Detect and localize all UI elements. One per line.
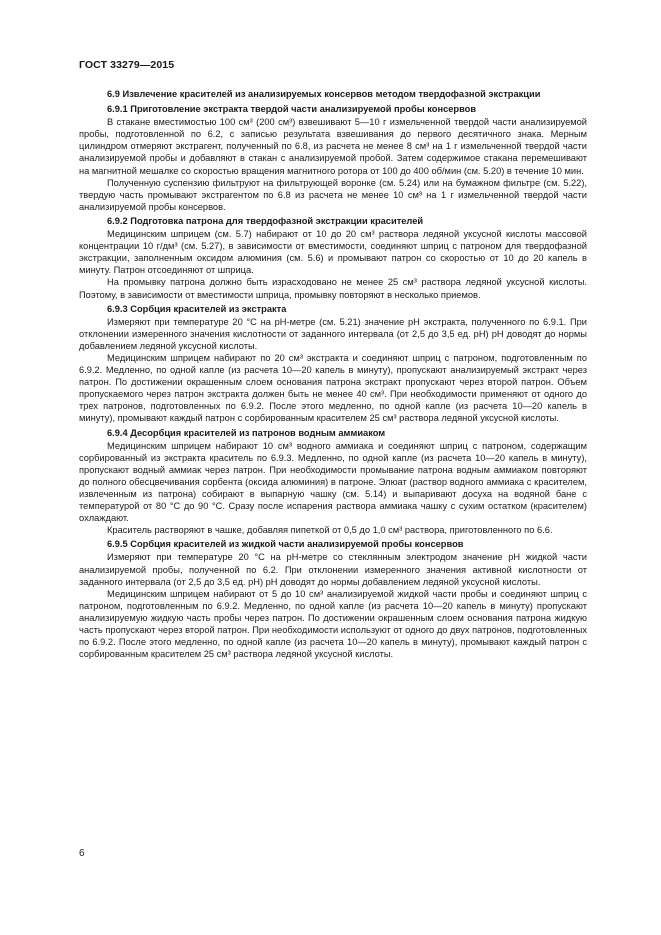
paragraph: Полученную суспензию фильтруют на фильтрующей воронке (см. 5.24) или на бумажном фильтре (см. 5.22), твердую часть промывают экстрагентом по 6.8 из расчета не менее 10 см³ на 1 г измельченной твердой части анализируемой пробы консервов. — [79, 177, 587, 212]
paragraph: Медицинским шприцем набирают 10 см³ водного аммиака и соединяют шприц с патроном, содержащим сорбированный из экстракта краситель по 6.9.3. Медленно, по одной капле (из расчета 10—20 капель в минуту), пропускают водный аммиак через патрон. При необходимости промывание патрона водным аммиаком повторяют до полного обесцвечивания сорбента (оксида алюминия) в патроне. Элюат (раствор водного аммиака с красителем, извлеченным из патрона) собирают в выпарную чашку (см. 5.14) и выпаривают досуха на водяной бане с температурой от 80 °С до 90 °С. Сразу после испарения раствора аммиака чашку с сухим остатком (красителем) охлаждают. — [79, 440, 587, 524]
paragraph: Медицинским шприцем набирают по 20 см³ экстракта и соединяют шприц с патроном, подготовленным по 6.9.2. Медленно, по одной капле (из расчета 10—20 капель в минуту), пропускают анализируемый экстракт через патрон. По достижении окрашенным слоем основания патрона экстракт пропускают через второй патрон. Объем пропускаемого через патрон экстракта должен быть не менее 40 см³. При необходимости применяют от одного до трех патронов, подготовленных по 6.9.2. После этого медленно, по одной капле (из расчета 10—20 капель в минуту), промывают каждый патрон с сорбированным красителем 25 см³ раствора ледяной уксусной кислоты. — [79, 352, 587, 424]
document-header: ГОСТ 33279—2015 — [79, 59, 175, 71]
section-heading-6-9-1: 6.9.1 Приготовление экстракта твердой части анализируемой пробы консервов — [107, 104, 477, 115]
section-heading-6-9-3: 6.9.3 Сорбция красителей из экстракта — [107, 303, 287, 314]
document-body — [79, 88, 587, 660]
paragraph: Измеряют при температуре 20 °С на рН-метре (см. 5.21) значение рН экстракта, полученного по 6.9.1. При отклонении измеренного значения кислотности от заданного интервала (от 2,5 до 3,5 ед. рН) рН доводят до нормы добавлением ледяной уксусной кислоты. — [79, 316, 587, 351]
paragraph: В стакане вместимостью 100 см³ (200 см³) взвешивают 5—10 г измельченной твердой части анализируемой пробы, подготовленной по 6.2, с записью результата взвешивания до первого десятичного знака. Мерным цилиндром отмеряют экстрагент, полученный по 6.8, из расчета не менее 8 см³ на 1 г измельченной твердой части анализируемой пробы и добавляют в стакан с анализируемой пробой. Затем содержимое стакана перемешивают на магнитной мешалке со скоростью вращения магнитного ротора от 100 до 400 об/мин (см. 5.20) в течение 10 мин. — [79, 117, 587, 176]
paragraph: Измеряют при температуре 20 °С на рН-метре со стеклянным электродом значение рН жидкой части анализируемой пробы, полученной по 6.2. При отклонении измеренного значения активной кислотности от заданного интервала (от 2,5 до 3,5 ед. рН) рН доводят до нормы добавлением ледяной уксусной кислоты. — [79, 552, 587, 587]
section-heading-6-9-2: 6.9.2 Подготовка патрона для твердофазной экстракции красителей — [107, 215, 424, 226]
paragraph: Медицинским шприцем (см. 5.7) набирают от 10 до 20 см³ раствора ледяной уксусной кислоты массовой концентрации 10 г/дм³ (см. 5.27), в зависимости от вместимости, соединяют шприц с патроном для твердофазной экстракции, заполненным оксидом алюминия (см. 5.6) и промывают патрон со скоростью от 10 до 20 капель в минуту. Патрон отсоединяют от шприца. — [79, 229, 587, 276]
page-number: 6 — [79, 848, 85, 859]
paragraph: На промывку патрона должно быть израсходовано не менее 25 см³ раствора ледяной уксусной кислоты. Поэтому, в зависимости от вместимости шприца, промывку повторяют в несколько приемов. — [79, 277, 587, 300]
paragraph: Краситель растворяют в чашке, добавляя пипеткой от 0,5 до 1,0 см³ раствора, приготовленного по 6.6. — [107, 525, 553, 536]
section-heading-6-9: 6.9 Извлечение красителей из анализируемых консервов методом твердофазной экстракции — [107, 89, 541, 99]
section-heading-6-9-5: 6.9.5 Сорбция красителей из жидкой части анализируемой пробы консервов — [107, 539, 464, 550]
paragraph: Медицинским шприцем набирают от 5 до 10 см³ анализируемой жидкой части пробы и соединяют шприц с патроном, подготовленным по 6.9.2. Медленно, по одной капле (из расчета 10—20 капель в минуту) пропускают анализируемую жидкую часть пробы через патрон. По достижении окрашенным слоем основания патрона жидкую часть пропускают через второй патрон. При необходимости используют от одного до двух патронов, подготовленных по 6.9.2. После этого медленно, по одной капле (из расчета 10—20 капель в минуту), промывают каждый патрон с сорбированным красителем 25 см³ раствора ледяной уксусной кислоты. — [79, 588, 587, 660]
section-heading-6-9-4: 6.9.4 Десорбция красителей из патронов водным аммиаком — [107, 427, 386, 438]
